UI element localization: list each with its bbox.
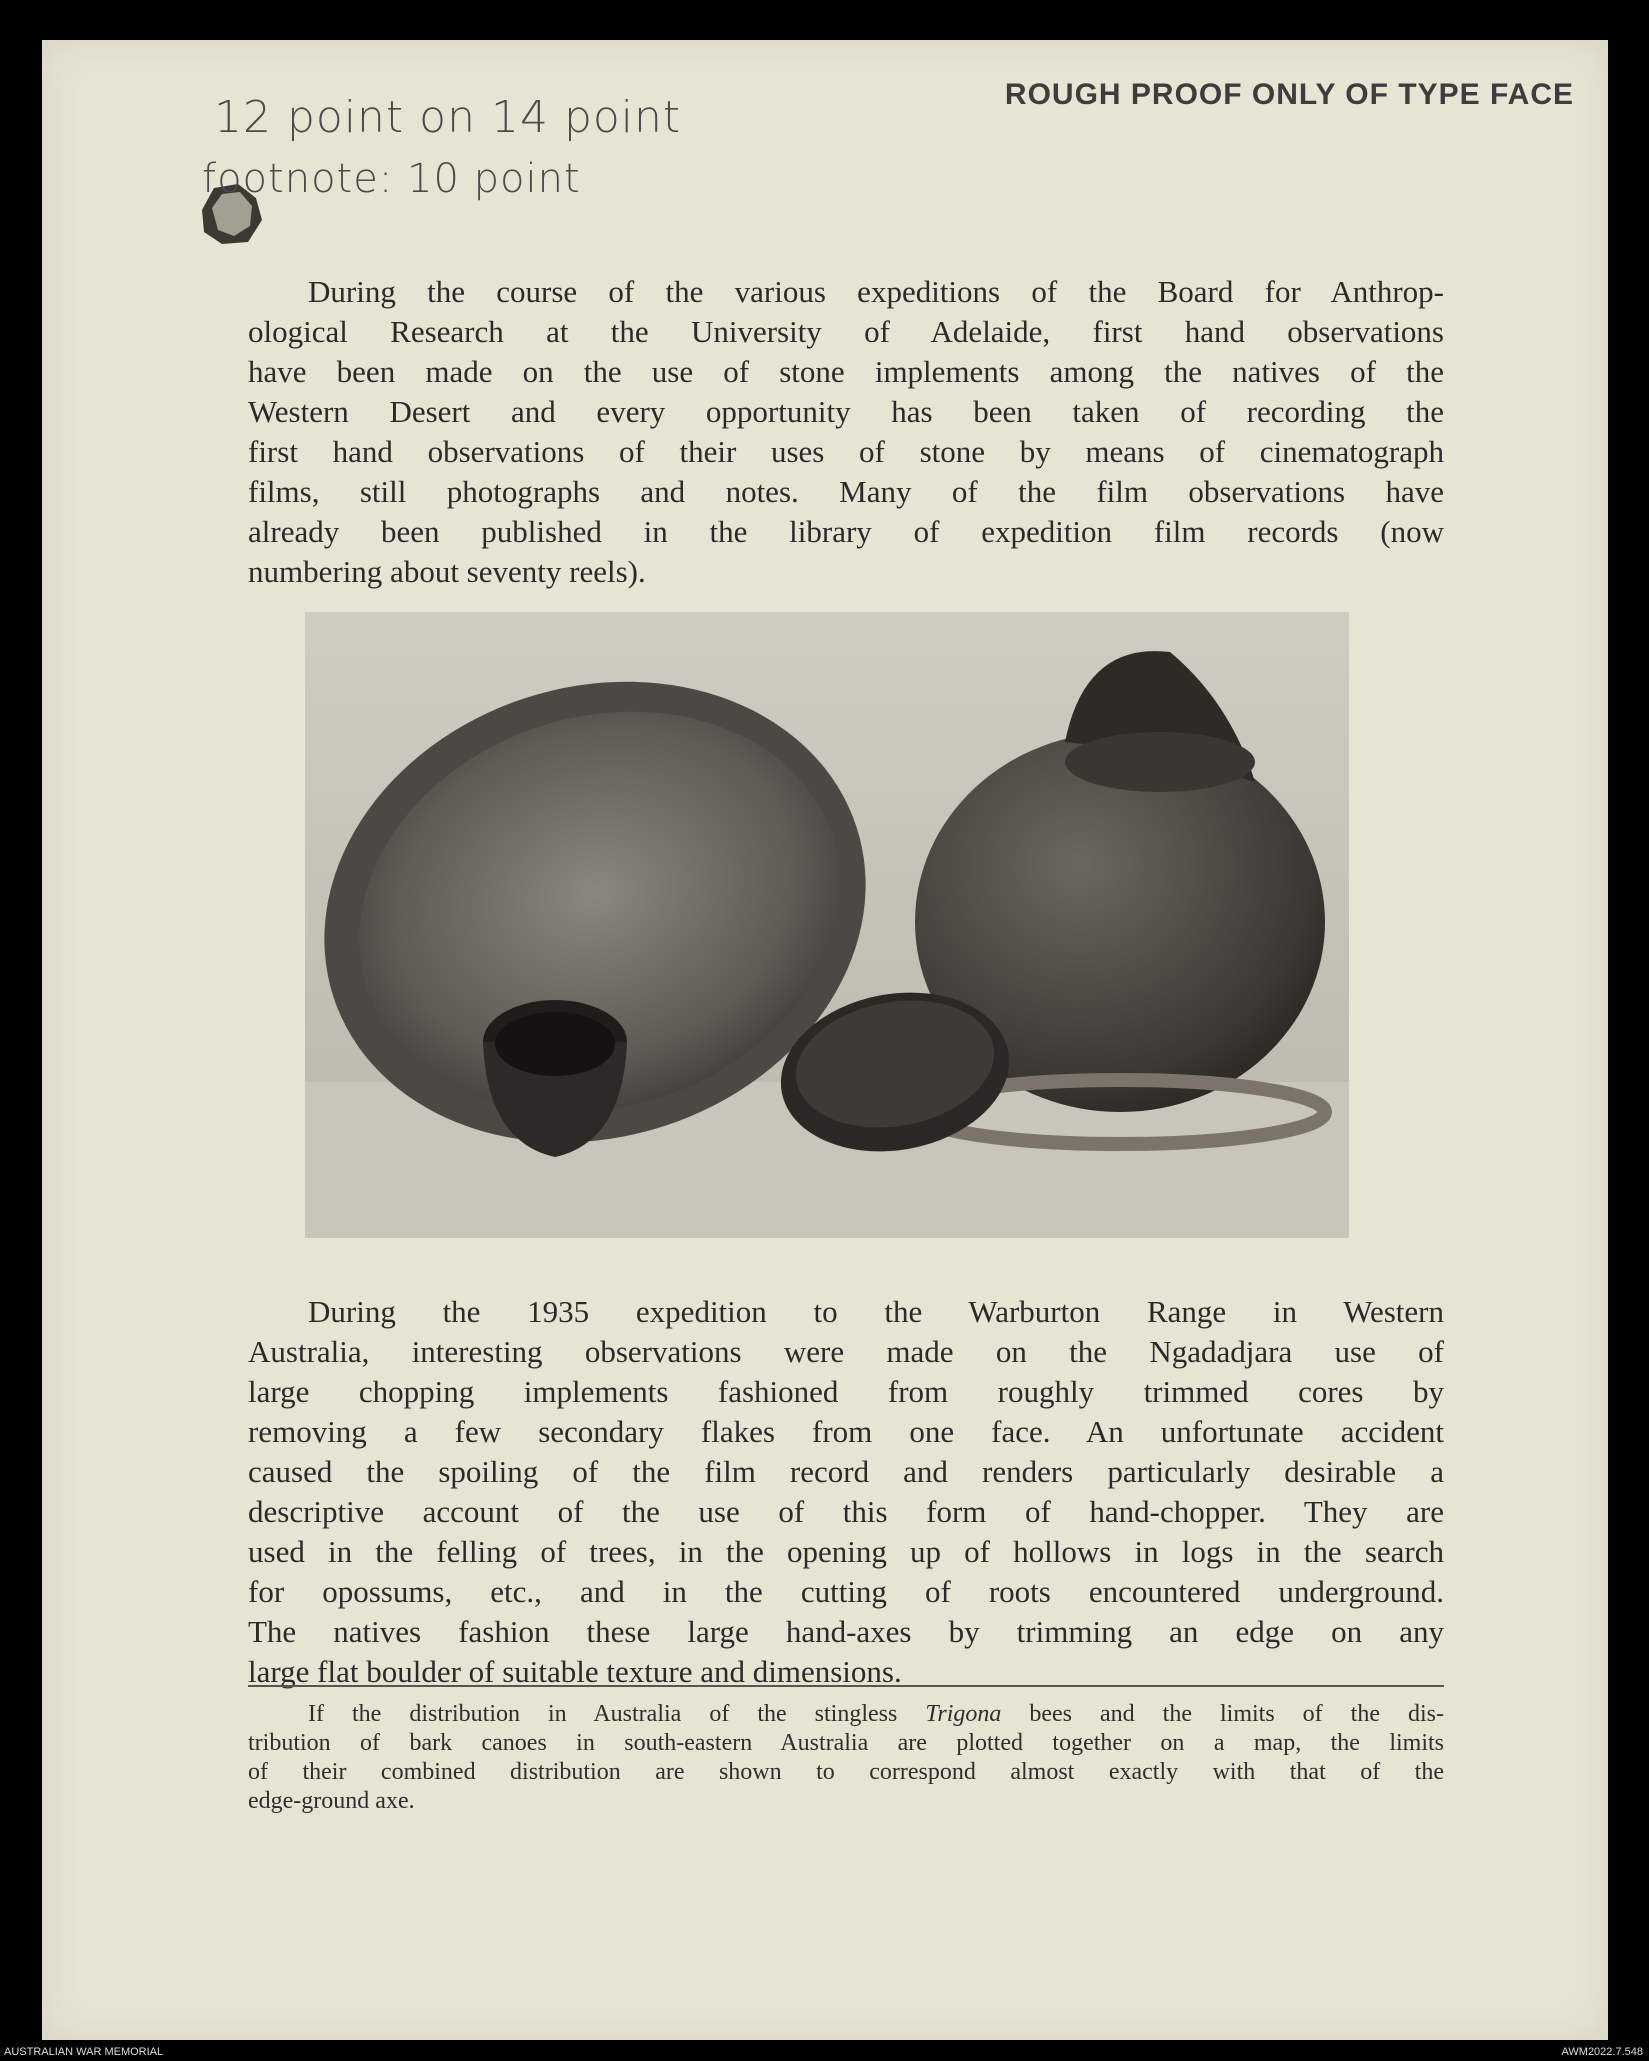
handwritten-note-line1: 12 point on 14 point <box>214 92 682 143</box>
text-line: Australia, interesting observations were made on the Ngadadjara use of <box>248 1334 1444 1369</box>
text-line: large flat boulder of suitable texture and dimensions. <box>248 1654 902 1689</box>
archive-accession-number: AWM2022.7.548 <box>1561 2046 1643 2058</box>
paragraph-2 <box>248 1292 1444 1692</box>
handwritten-note-line2: footnote: 10 point <box>202 156 581 202</box>
text-line: numbering about seventy reels). <box>248 554 646 589</box>
text-line: caused the spoiling of the film record and renders particularly desirable a <box>248 1454 1444 1489</box>
text-line: have been made on the use of stone implements among the natives of the <box>248 354 1444 389</box>
document-page <box>42 40 1608 2040</box>
archive-footer <box>0 2043 1649 2061</box>
text-line: Western Desert and every opportunity has been taken of recording the <box>248 394 1444 429</box>
paragraph-1 <box>248 272 1444 592</box>
footnote-line: If the distribution in Australia of the stingless Trigona bees and the limits of the dis- <box>308 1701 1445 1727</box>
footnote-line: tribution of bark canoes in south-eastern Australia are plotted together on a map, the limits <box>248 1730 1444 1756</box>
text-line: already been published in the library of expedition film records (now <box>248 514 1444 549</box>
footnote-rule <box>248 1685 1444 1687</box>
photograph-wooden-vessels <box>305 612 1349 1238</box>
text-line: for opossums, etc., and in the cutting of roots encountered underground. <box>248 1574 1444 1609</box>
footnote-line: of their combined distribution are shown to correspond almost exactly with that of the <box>248 1759 1444 1785</box>
text-line: During the 1935 expedition to the Warburton Range in Western <box>308 1294 1444 1329</box>
text-line: ological Research at the University of Adelaide, first hand observations <box>248 314 1444 349</box>
footnote-italic-term: Trigona <box>925 1701 1002 1727</box>
text-line: The natives fashion these large hand-axes by trimming an edge on any <box>248 1614 1444 1649</box>
text-line: descriptive account of the use of this form of hand-chopper. They are <box>248 1494 1444 1529</box>
text-line: films, still photographs and notes. Many of the film observations have <box>248 474 1444 509</box>
footnote-line: edge-ground axe. <box>248 1788 415 1814</box>
archive-name: AUSTRALIAN WAR MEMORIAL <box>4 2046 164 2058</box>
text-line: used in the felling of trees, in the opening up of hollows in logs in the search <box>248 1534 1444 1569</box>
text-line: first hand observations of their uses of stone by means of cinematograph <box>248 434 1444 469</box>
text-line: large chopping implements fashioned from roughly trimmed cores by <box>248 1374 1444 1409</box>
proof-stamp: ROUGH PROOF ONLY OF TYPE FACE <box>1004 78 1574 111</box>
footnote <box>248 1700 1444 1816</box>
text-line: removing a few secondary flakes from one face. An unfortunate accident <box>248 1414 1444 1449</box>
text-line: During the course of the various expeditions of the Board for Anthrop- <box>308 274 1444 309</box>
